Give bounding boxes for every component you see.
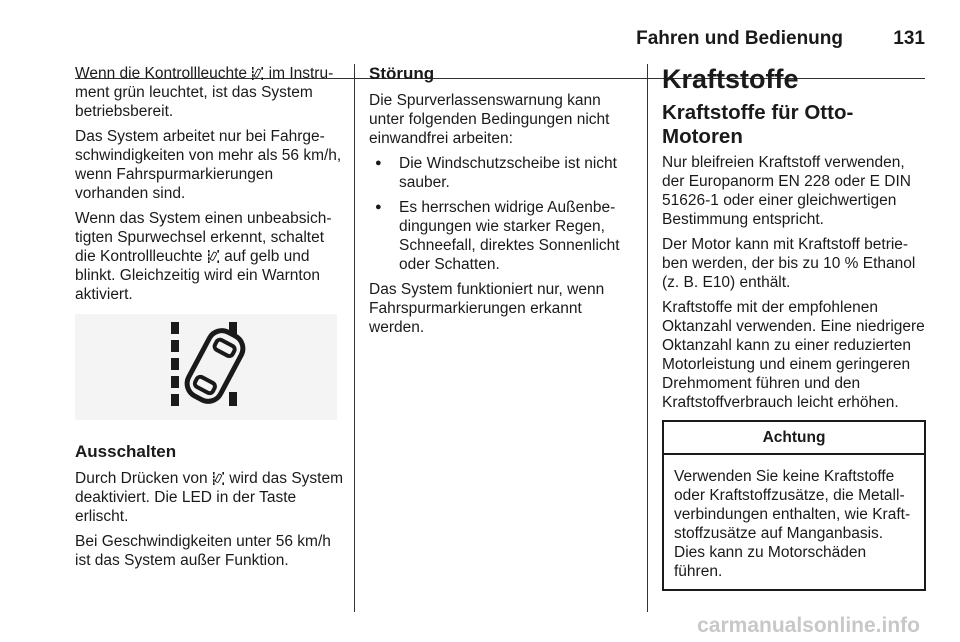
heading-otto-motoren: Kraftstoffe für Otto-Motoren [662,101,854,148]
list-item: ● Es herrschen widrige Außenbedingungen wie starker Regen, Schneefall, direktes Sonnenlicht oder Schatten. [369,198,639,274]
heading-kraftstoffe: Kraftstoffe [662,64,799,94]
column-1 [75,64,345,576]
paragraph-low-speed: Bei Geschwindigkeiten unter 56 km/h ist das System außer Funktion. [75,533,331,569]
list-item: ● Die Windschutzscheibe ist nicht sauber. [369,154,639,192]
warning-box [662,420,926,591]
header-title: Fahren und Bedienung [636,28,843,49]
paragraph-lane-change-warning: Wenn das System einen unbeabsichtigten Spurwechsel erkennt, schaltet die Kontrollleuchte auf gelb und blinkt. Gleichzeitig wird ein Warnton aktiviert. [75,210,332,303]
warning-title: Achtung [664,422,924,455]
paragraph-speed-condition: Das System arbeitet nur bei Fahrgeschwindigkeiten von mehr als 56 km/h, wenn Fahrspurmarkierungen vorhanden sind. [75,128,342,202]
paragraph-deactivate: Durch Drücken von wird das System deaktiviert. Die LED in der Taste erlischt. [75,470,343,525]
paragraph-system-requirement: Das System funktioniert nur, wenn Fahrspurmarkierungen erkannt werden. [369,281,605,336]
lane-departure-figure [75,314,337,420]
column-2 [369,64,639,343]
paragraph-octane: Kraftstoffe mit der empfohlenen Oktanzahl verwenden. Eine niedrigere Oktanzahl kann zu einer reduzierten Motorleistung und einem geringeren Drehmoment führen und den Kraftstoffverbrauch leicht erhöhen. [662,299,925,411]
lane-departure-icon [75,314,337,420]
page-number: 131 [893,28,925,49]
paragraph-conditions-intro: Die Spurverlassenswarnung kann unter folgenden Bedingungen nicht einwandfrei arbeiten: [369,92,610,147]
lane-departure-icon [208,249,219,262]
column-3 [662,64,928,591]
column-divider-1 [354,64,355,612]
column-divider-2 [647,64,648,612]
page-header [75,28,925,58]
heading-ausschalten: Ausschalten [75,442,177,461]
lane-departure-icon [213,471,224,484]
lane-departure-icon [252,66,263,79]
paragraph-indicator-green: Wenn die Kontrollleuchte im Instrument grün leuchtet, ist das System betriebsbereit. [75,65,334,120]
heading-stoerung: Störung [369,64,435,83]
paragraph-ethanol: Der Motor kann mit Kraftstoff betrieben werden, der bis zu 10 % Ethanol (z. B. E10) enthält. [662,236,916,291]
paragraph-unleaded: Nur bleifreien Kraftstoff verwenden, der Europanorm EN 228 oder E DIN 51626-1 oder einer gleichwertigen Bestimmung entspricht. [662,154,911,228]
watermark: carmanualsonline.info [697,614,920,637]
warning-body: Verwenden Sie keine Kraftstoffe oder Kraftstoffzusätze, die Metallverbindungen enthalten, wie Kraftstoffzusätze auf Manganbasis. Dies kann zu Motorschäden führen. [674,468,911,580]
conditions-list [369,154,639,274]
